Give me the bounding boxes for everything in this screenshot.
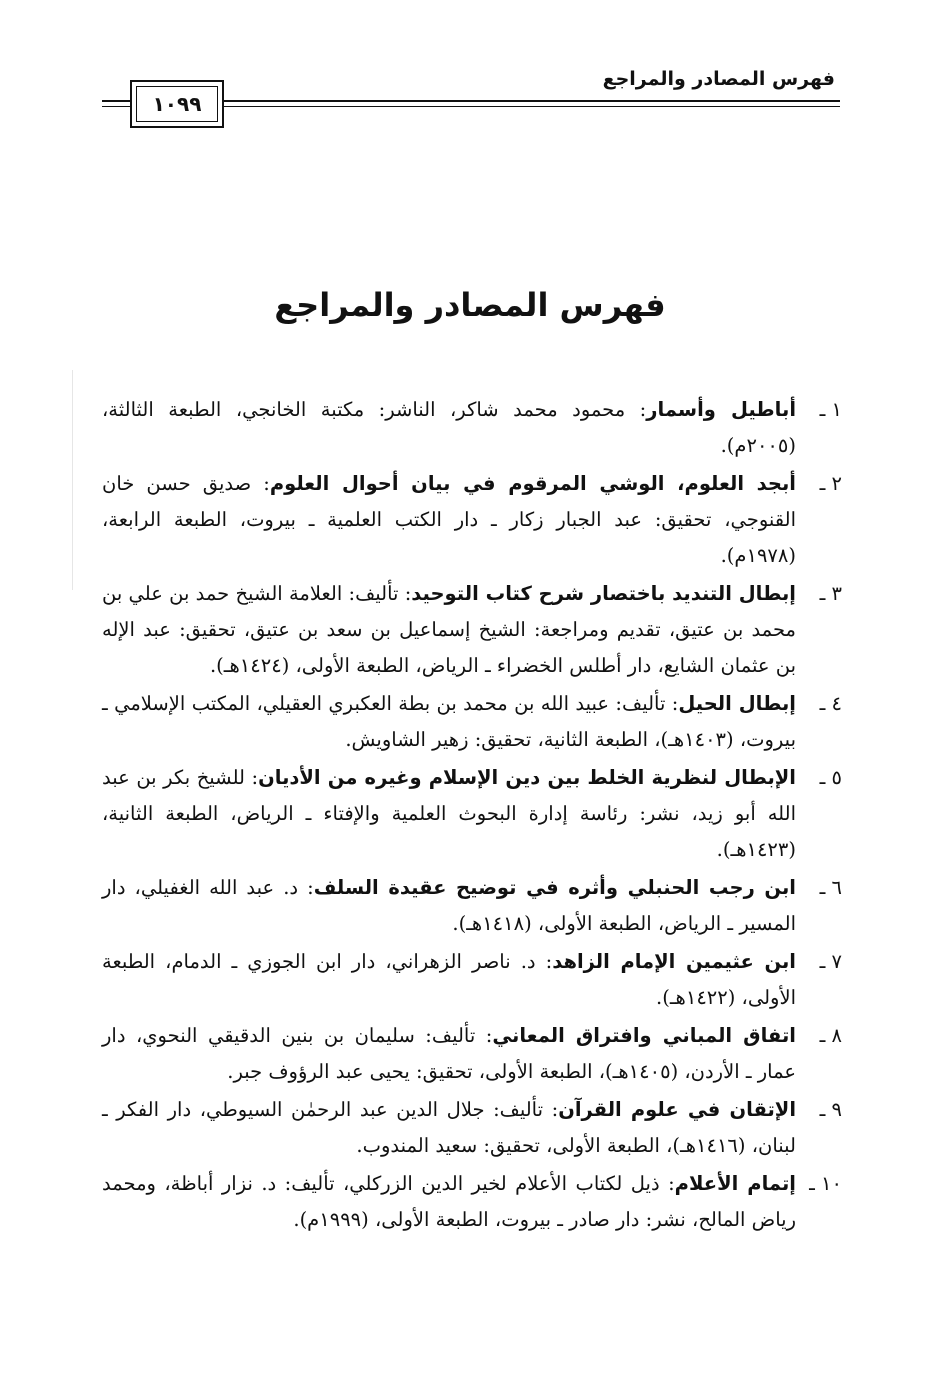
entry-number: ١ ـ xyxy=(819,398,842,421)
entry-number: ٣ ـ xyxy=(819,582,842,605)
bibliography-entry xyxy=(102,1092,842,1164)
page-number-frame xyxy=(130,80,224,128)
entry-number: ٢ ـ xyxy=(819,472,842,495)
entry-text: : محمود محمد شاكر، الناشر: مكتبة الخانجي، الطبعة الثالثة، (٢٠٠٥م). xyxy=(102,398,796,457)
bibliography-entry xyxy=(102,466,842,574)
entry-number: ١٠ ـ xyxy=(809,1172,842,1195)
header-rule-left xyxy=(102,106,130,107)
entry-title: أبجد العلوم، الوشي المرقوم في بيان أحوال العلوم xyxy=(269,472,796,495)
entry-text: : د. عبد الله الغفيلي، دار المسير ـ الرياض، الطبعة الأولى، (١٤١٨هـ). xyxy=(102,876,796,935)
bibliography-entry xyxy=(102,1166,842,1238)
entry-text: : تأليف: عبيد الله بن محمد بن بطة العكبري العقيلي، المكتب الإسلامي ـ بيروت، (١٤٠٣هـ)، الطبعة الثانية، تحقيق: زهير الشاويش. xyxy=(102,692,796,751)
margin-line xyxy=(72,370,73,590)
entry-title: الإتقان في علوم القرآن xyxy=(558,1098,797,1121)
entry-number: ٦ ـ xyxy=(819,876,842,899)
entry-title: اتفاق المباني وافتراق المعاني xyxy=(492,1024,796,1047)
running-header: فهرس المصادر والمراجع xyxy=(602,68,835,90)
bibliography-entry xyxy=(102,1018,842,1090)
page-title: فهرس المصادر والمراجع xyxy=(274,286,666,324)
entry-text: : ذيل لكتاب الأعلام لخير الدين الزركلي، تأليف: د. نزار أباظة، ومحمد رياض المالح، نشر: دار صادر ـ بيروت، الطبعة الأولى، (١٩٩٩م). xyxy=(102,1172,796,1231)
page-number: ١٠٩٩ xyxy=(152,92,202,116)
entry-text: : تأليف: جلال الدين عبد الرحمٰن السيوطي، دار الفكر ـ لبنان، (١٤١٦هـ)، الطبعة الأولى، تحقيق: سعيد المندوب. xyxy=(102,1098,796,1157)
entry-title: ابن رجب الحنبلي وأثره في توضيح عقيدة السلف xyxy=(313,876,796,899)
bibliography-entry xyxy=(102,944,842,1016)
entry-number: ٤ ـ xyxy=(819,692,842,715)
header-rule-lower xyxy=(224,106,840,107)
bibliography-entry xyxy=(102,576,842,684)
entry-number: ٩ ـ xyxy=(819,1098,842,1121)
bibliography-entry xyxy=(102,760,842,868)
entry-title: إبطال الحيل xyxy=(678,692,796,715)
bibliography-entry xyxy=(102,870,842,942)
entry-title: ابن عثيمين الإمام الزاهد xyxy=(552,950,796,973)
bibliography-entry xyxy=(102,392,842,464)
bibliography-list xyxy=(102,392,842,1240)
entry-text: : تأليف: سليمان بن بنين الدقيقي النحوي، دار عمار ـ الأردن، (١٤٠٥هـ)، الطبعة الأولى، تحقيق: يحيى عبد الرؤوف جبر. xyxy=(102,1024,796,1083)
entry-number: ٧ ـ xyxy=(819,950,842,973)
bibliography-entry xyxy=(102,686,842,758)
entry-number: ٥ ـ xyxy=(819,766,842,789)
entry-text: : د. ناصر الزهراني، دار ابن الجوزي ـ الدمام، الطبعة الأولى، (١٤٢٢هـ). xyxy=(102,950,796,1009)
entry-number: ٨ ـ xyxy=(819,1024,842,1047)
entry-title: أباطيل وأسمار xyxy=(646,398,797,421)
entry-text: : صديق حسن خان القنوجي، تحقيق: عبد الجبار زكار ـ دار الكتب العلمية ـ بيروت، الطبعة الرابعة، (١٩٧٨م). xyxy=(102,472,796,567)
entry-title: إبطال التنديد باختصار شرح كتاب التوحيد xyxy=(411,582,796,605)
entry-text: : للشيخ بكر بن عبد الله أبو زيد، نشر: رئاسة إدارة البحوث العلمية والإفتاء ـ الرياض، الطبعة الثانية، (١٤٢٣هـ). xyxy=(102,766,796,861)
entry-title: الإبطال لنظرية الخلط بين دين الإسلام وغيره من الأديان xyxy=(258,766,796,789)
entry-title: إتمام الأعلام xyxy=(674,1172,796,1195)
entry-text: : تأليف: العلامة الشيخ حمد بن علي بن محمد بن عتيق، تقديم ومراجعة: الشيخ إسماعيل بن سعد بن عتيق، تحقيق: عبد الإله بن عثمان الشايع، دار أطلس الخضراء ـ الرياض، الطبعة الأولى، (١٤٢٤هـ). xyxy=(102,582,796,677)
